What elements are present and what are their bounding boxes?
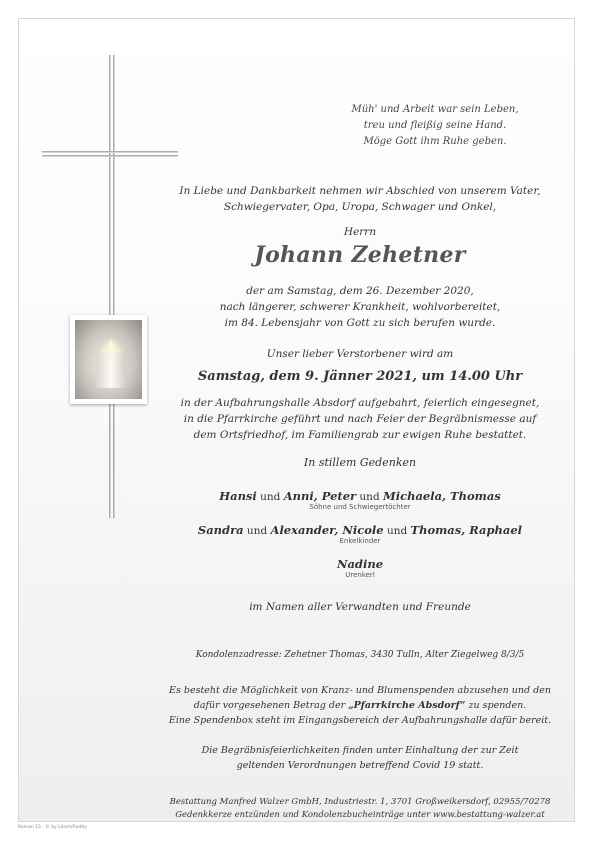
mourner-role: Urenkerl — [345, 571, 375, 579]
burial-line: dem Ortsfriedhof, im Familiengrab zur ewigen Ruhe bestattet. — [193, 429, 527, 441]
funeral-home-line: Gedenkkerze entzünden und Kondolenzbucheinträge unter www.bestattung-walzer.at — [175, 810, 545, 820]
funeral-lead: Unser lieber Verstorbener wird am — [266, 348, 454, 360]
poem — [340, 102, 530, 150]
flame-icon — [109, 340, 113, 350]
poem-line: treu und fleißig seine Hand. — [363, 120, 507, 131]
cross-horizontal-bar — [42, 151, 178, 153]
footer-tag: Roman 15 - © by Lösch/Audéy — [18, 825, 87, 830]
mourner-name: Nadine — [336, 557, 384, 571]
death-line: der am Samstag, dem 26. Dezember 2020, — [246, 285, 474, 297]
covid-notice — [150, 743, 570, 773]
deceased-name: Johann Zehetner — [254, 242, 466, 268]
donation-line — [150, 698, 570, 713]
death-line: nach längerer, schwerer Krankheit, wohlvorbereitet, — [219, 301, 501, 313]
covid-line: Die Begräbnisfeierlichkeiten finden unter Einhaltung der zur Zeit — [201, 745, 519, 756]
mourner-name: Thomas, Raphael — [410, 523, 523, 537]
mourner-role: Enkelkinder — [339, 537, 381, 545]
poem-line: Möge Gott ihm Ruhe geben. — [363, 136, 507, 147]
donation-recipient: „Pfarrkirche Absdorf“ — [348, 700, 466, 711]
intro-line: Schwiegervater, Opa, Uropa, Schwager und Onkel, — [223, 201, 497, 213]
mourner-sep: und — [256, 491, 284, 503]
intro-line: In Liebe und Dankbarkeit nehmen wir Abschied von unserem Vater, — [179, 185, 541, 197]
mourner-sep: und — [356, 491, 383, 503]
mourner-name: Anni, Peter — [283, 489, 357, 503]
relatives-line: im Namen aller Verwandten und Freunde — [249, 601, 471, 613]
mourners-sons — [150, 485, 570, 504]
donation-notice — [150, 683, 570, 728]
mourners-grandchildren — [150, 519, 570, 538]
mourner-sep: und — [383, 525, 411, 537]
condolence-address: Kondolenzadresse: Zehetner Thomas, 3430 Tulln, Alter Ziegelweg 8/3/5 — [195, 650, 525, 660]
cross-vertical-bar — [113, 55, 115, 518]
gedenken-heading: In stillem Gedenken — [303, 456, 417, 469]
funeral-date: Samstag, dem 9. Jänner 2021, um 14.00 Uhr — [197, 369, 523, 384]
burial-line: in die Pfarrkirche geführt und nach Feier der Begräbnismesse auf — [183, 413, 537, 425]
donation-line: Es besteht die Möglichkeit von Kranz- und Blumenspenden abzusehen und den — [169, 685, 551, 696]
donation-text: dafür vorgesehenen Betrag der — [193, 700, 349, 711]
donation-text: zu spenden. — [465, 700, 527, 711]
funeral-home-line: Bestattung Manfred Walzer GmbH, Industriestr. 1, 3701 Großweikersdorf, 02955/70278 — [169, 797, 551, 807]
mourner-role: Söhne und Schwiegertöchter — [309, 503, 411, 511]
candle-photo-frame — [70, 315, 147, 404]
mourner-name: Alexander, Nicole — [270, 523, 384, 537]
cross-vertical-bar — [109, 55, 111, 518]
death-notice — [150, 283, 570, 331]
poem-line: Müh' und Arbeit war sein Leben, — [351, 104, 519, 115]
candle-photo — [75, 320, 142, 399]
cross-horizontal-bar — [42, 155, 178, 157]
mourner-name: Hansi — [219, 489, 257, 503]
mourner-name: Michaela, Thomas — [383, 489, 501, 503]
burial-line: in der Aufbahrungshalle Absdorf aufgebahrt, feierlich eingesegnet, — [180, 397, 540, 409]
mourners-great-grandchildren — [150, 553, 570, 572]
funeral-home-info — [150, 796, 570, 822]
mourner-sep: und — [243, 525, 271, 537]
death-line: im 84. Lebensjahr von Gott zu sich berufen wurde. — [224, 317, 496, 329]
burial-details — [150, 395, 570, 443]
donation-line: Eine Spendenbox steht im Eingangsbereich der Aufbahrungshalle dafür bereit. — [168, 715, 552, 726]
covid-line: geltenden Verordnungen betreffend Covid 19 statt. — [236, 760, 484, 771]
mourner-name: Sandra — [197, 523, 244, 537]
intro-text — [150, 183, 570, 215]
salutation: Herrn — [343, 226, 377, 238]
